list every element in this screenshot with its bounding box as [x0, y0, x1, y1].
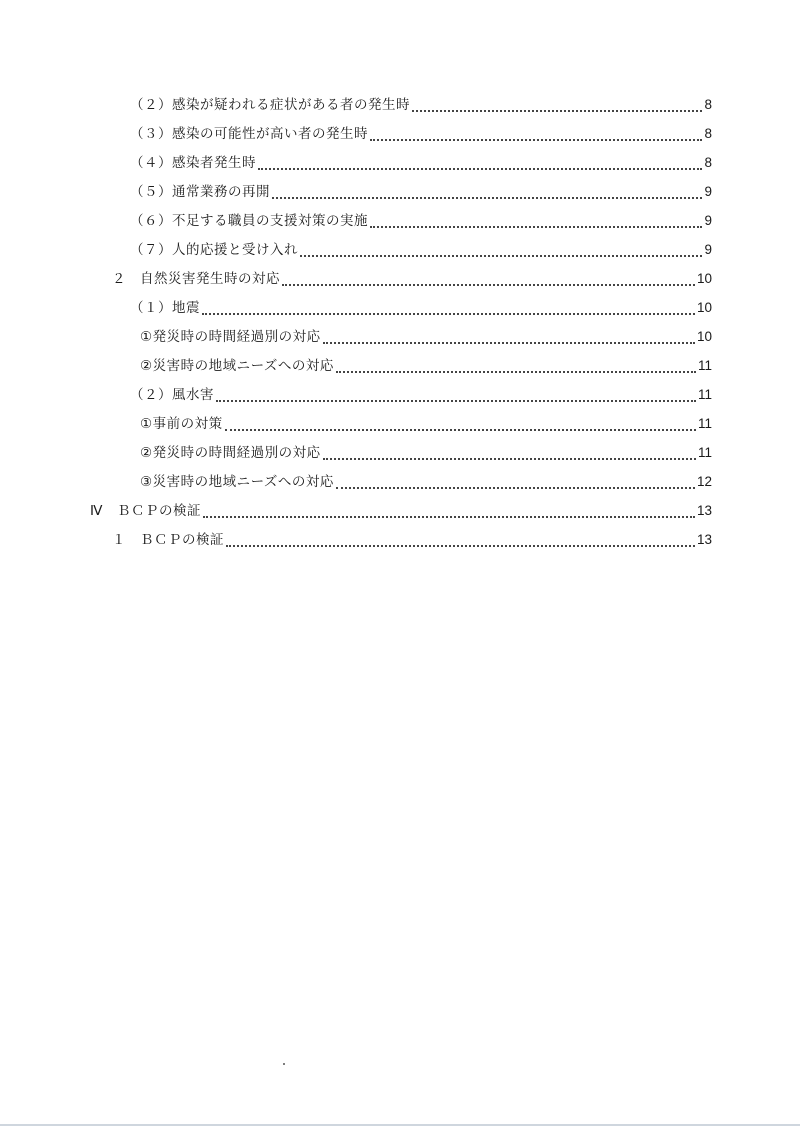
toc-entry-label: １ ＢＣＰの検証	[112, 532, 224, 548]
toc-entry-label: ２ 自然災害発生時の対応	[112, 271, 280, 287]
toc-entry	[130, 149, 712, 177]
toc-entry-label: （６）不足する職員の支援対策の実施	[130, 213, 368, 229]
toc-entry	[130, 207, 712, 235]
toc-entry	[140, 323, 712, 351]
toc-leader-dots	[203, 515, 695, 518]
toc-entry-page: 9	[704, 213, 712, 228]
toc-entry-page: 8	[704, 155, 712, 170]
toc-leader-dots	[336, 486, 695, 489]
toc-entry-label: ②発災時の時間経過別の対応	[140, 445, 321, 461]
toc-entry-label: （５）通常業務の再開	[130, 184, 270, 200]
toc-entry	[130, 381, 712, 409]
toc-entry-label: （２）風水害	[130, 387, 214, 403]
toc-entry-page: 10	[696, 329, 712, 344]
toc-entry-page: 8	[704, 97, 712, 112]
toc-entry	[130, 178, 712, 206]
toc-leader-dots	[323, 341, 695, 344]
toc-leader-dots	[412, 109, 702, 112]
toc-entry-page: 11	[697, 416, 712, 431]
toc-leader-dots	[272, 196, 702, 199]
toc-leader-dots	[226, 544, 695, 547]
toc-entry	[140, 352, 712, 380]
toc-entry-label: （３）感染の可能性が高い者の発生時	[130, 126, 368, 142]
toc-entry-page: 11	[697, 445, 712, 460]
toc-leader-dots	[282, 283, 695, 286]
toc-entry-page: 9	[704, 184, 712, 199]
toc-entry-label: ①発災時の時間経過別の対応	[140, 329, 321, 345]
toc-entry	[140, 468, 712, 496]
toc-entry-page: 11	[697, 358, 712, 373]
toc-entry-page: 8	[704, 126, 712, 141]
toc-leader-dots	[225, 428, 696, 431]
toc-leader-dots	[216, 399, 696, 402]
toc-leader-dots	[258, 167, 702, 170]
toc-entry	[112, 526, 712, 554]
toc-entry	[130, 294, 712, 322]
toc-leader-dots	[323, 457, 696, 460]
toc-entry	[90, 497, 712, 525]
toc-leader-dots	[370, 138, 702, 141]
toc-entry-label: （４）感染者発生時	[130, 155, 256, 171]
toc-leader-dots	[336, 370, 696, 373]
toc-entry-page: 10	[696, 300, 712, 315]
toc-entry	[112, 265, 712, 293]
toc-entry-label: Ⅳ ＢＣＰの検証	[90, 503, 201, 519]
toc-entry-page: 9	[704, 242, 712, 257]
toc-entry-page: 13	[696, 532, 712, 547]
toc-entry-label: ①事前の対策	[140, 416, 223, 432]
toc-leader-dots	[370, 225, 702, 228]
toc-entry-page: 11	[697, 387, 712, 402]
toc-entry-label: （７）人的応援と受け入れ	[130, 242, 298, 258]
toc-entry	[140, 439, 712, 467]
page-bottom-edge	[0, 1124, 800, 1126]
toc-entry-page: 13	[696, 503, 712, 518]
toc-entry	[130, 120, 712, 148]
toc-entry-label: （２）感染が疑われる症状がある者の発生時	[130, 97, 410, 113]
toc-entry-label: ③災害時の地域ニーズへの対応	[140, 474, 334, 490]
toc-entry-label: ②災害時の地域ニーズへの対応	[140, 358, 334, 374]
toc-entry	[130, 91, 712, 119]
toc-entry-label: （１）地震	[130, 300, 200, 316]
toc-entry	[140, 410, 712, 438]
toc-leader-dots	[300, 254, 702, 257]
toc-leader-dots	[202, 312, 695, 315]
toc-entry-page: 10	[696, 271, 712, 286]
toc-entry	[130, 236, 712, 264]
scan-speck	[283, 1063, 285, 1065]
toc-entry-page: 12	[696, 474, 712, 489]
